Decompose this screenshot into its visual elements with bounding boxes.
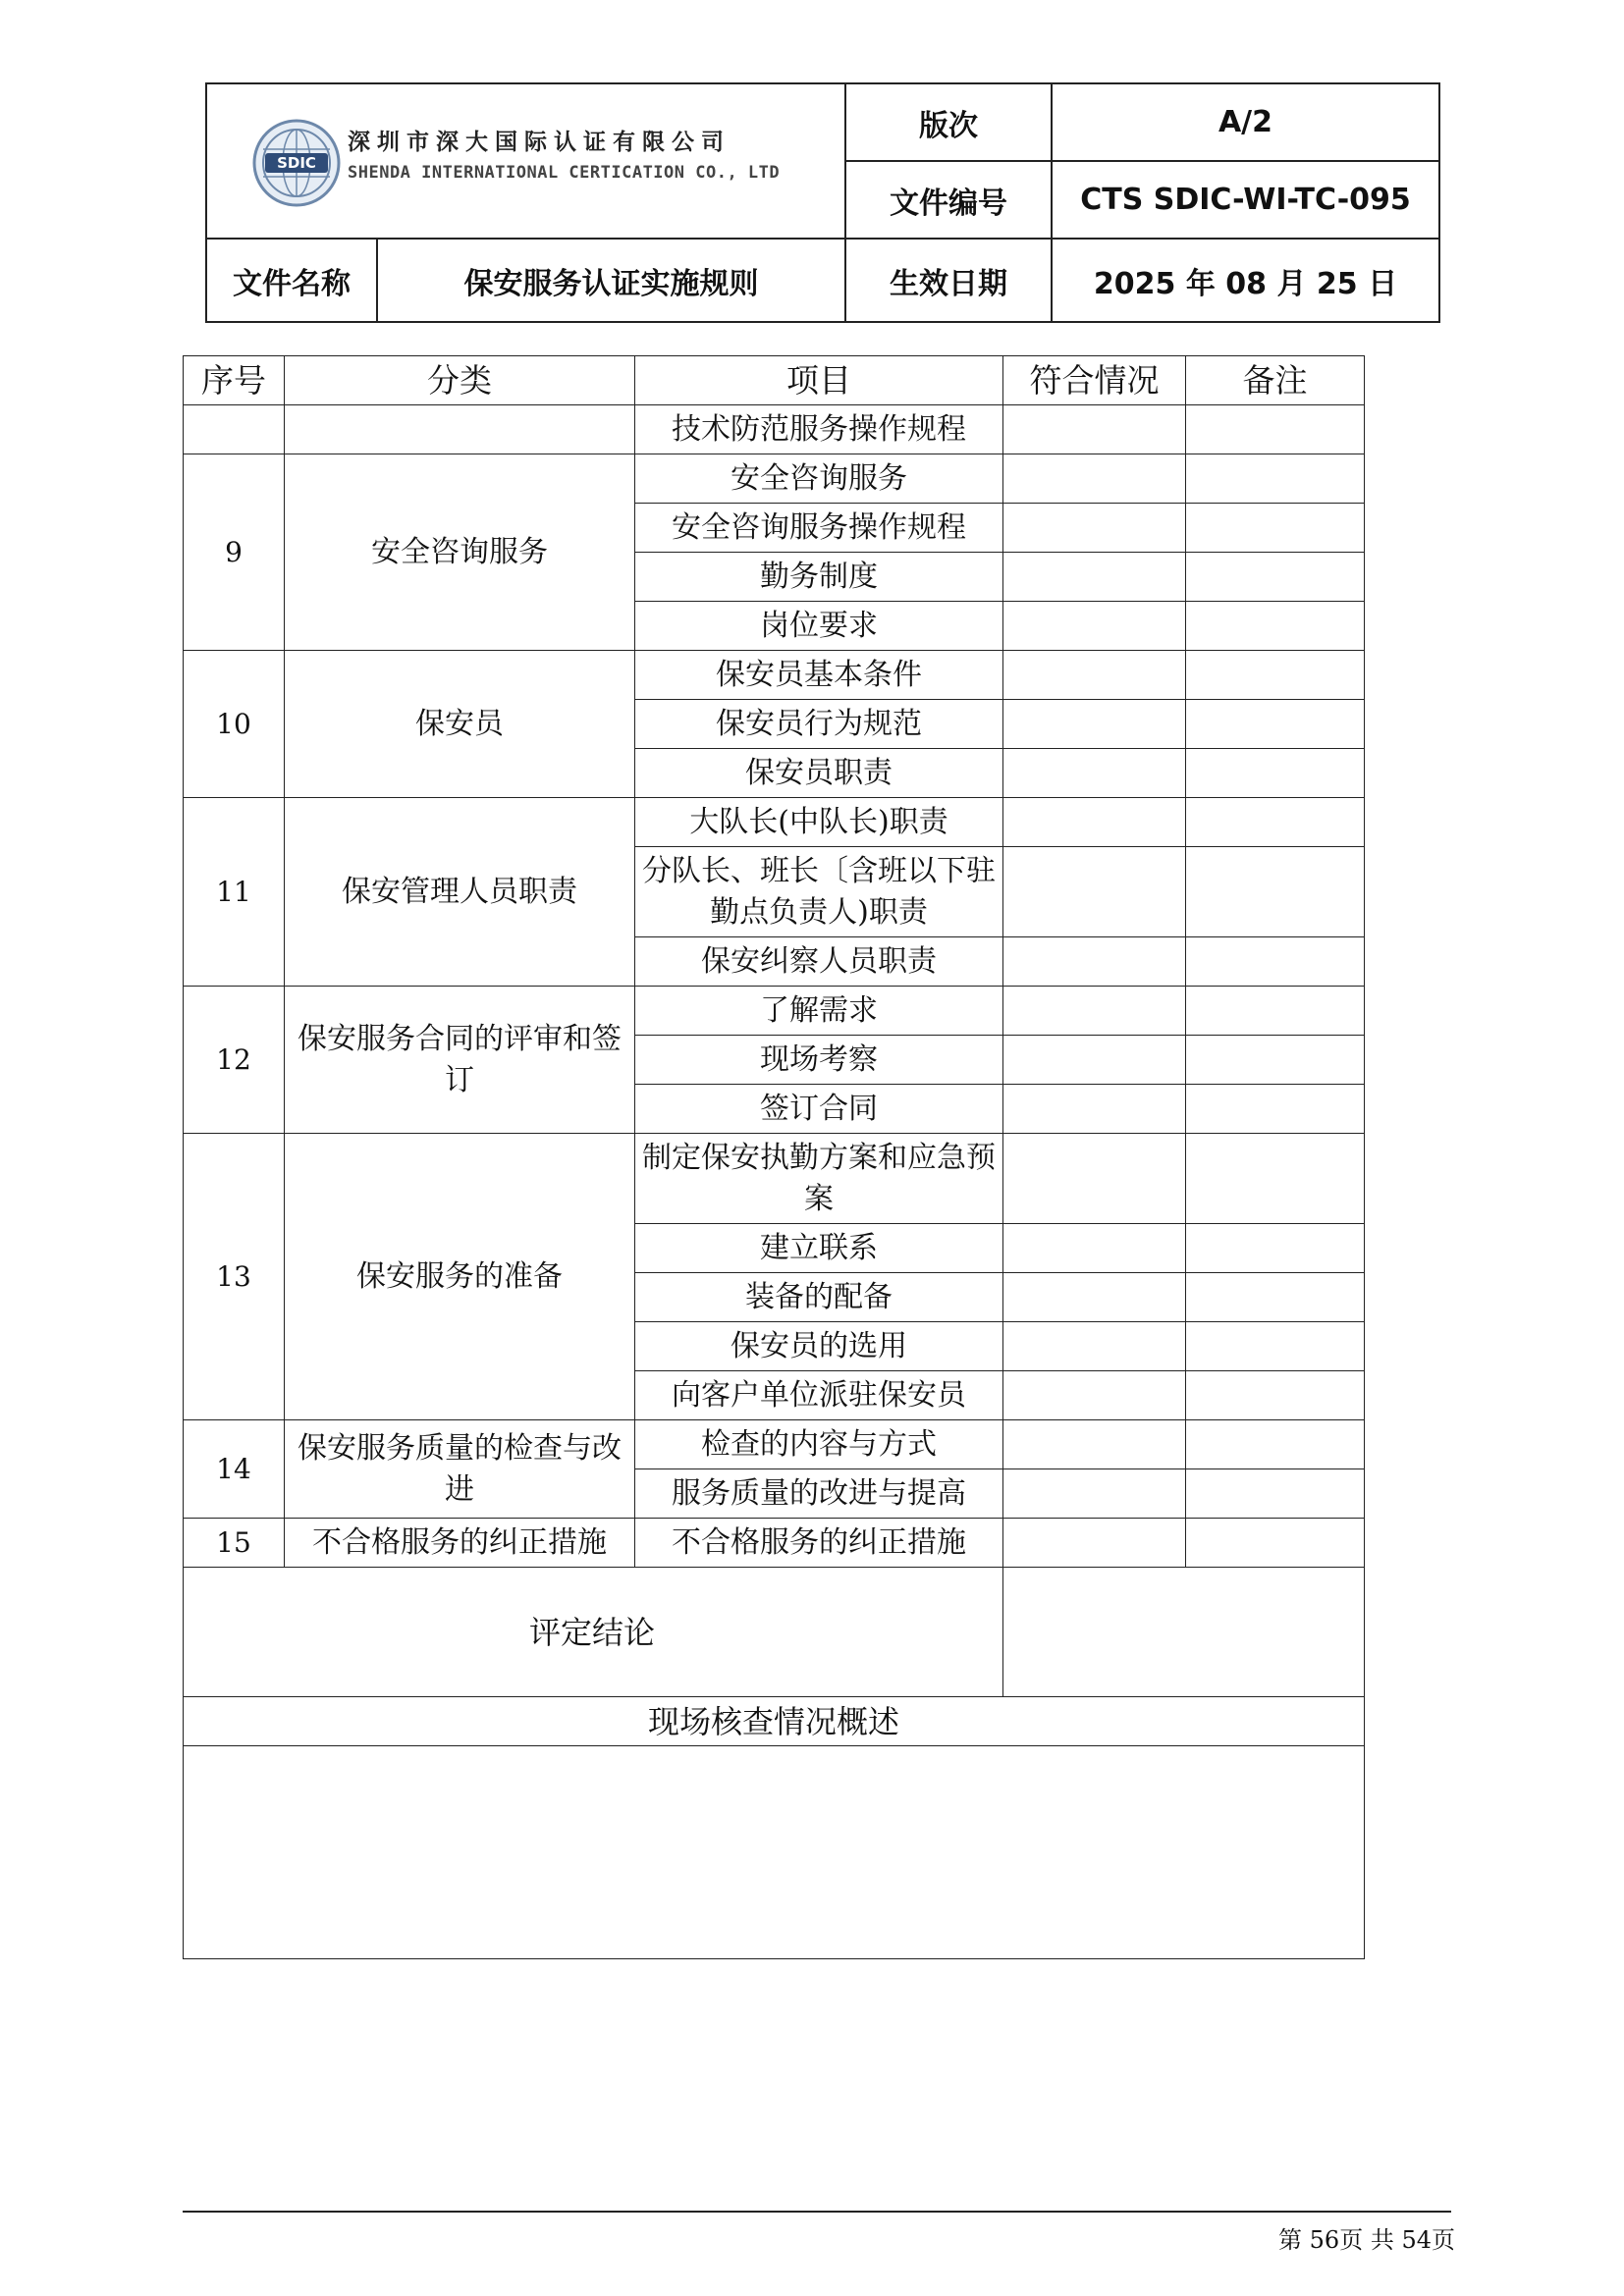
compliance-cell[interactable] — [1003, 1085, 1186, 1134]
remark-cell[interactable] — [1186, 405, 1365, 454]
row-item-cell: 签订合同 — [635, 1085, 1003, 1134]
col-header-no: 序号 — [184, 356, 285, 405]
svg-text:SDIC: SDIC — [277, 154, 316, 172]
row-item-cell: 保安员职责 — [635, 749, 1003, 798]
row-item-cell: 岗位要求 — [635, 602, 1003, 651]
row-category-cell: 保安服务质量的检查与改进 — [285, 1420, 635, 1519]
row-item-cell: 安全咨询服务操作规程 — [635, 504, 1003, 553]
compliance-cell[interactable] — [1003, 749, 1186, 798]
remark-cell[interactable] — [1186, 1224, 1365, 1273]
compliance-cell[interactable] — [1003, 1519, 1186, 1568]
row-no-cell: 15 — [184, 1519, 285, 1568]
table-header-row — [184, 356, 1365, 405]
table-row — [184, 798, 1365, 847]
row-item-cell: 不合格服务的纠正措施 — [635, 1519, 1003, 1568]
remark-cell[interactable] — [1186, 987, 1365, 1036]
compliance-cell[interactable] — [1003, 1322, 1186, 1371]
row-no-cell: 14 — [184, 1420, 285, 1519]
remark-cell[interactable] — [1186, 1469, 1365, 1519]
remark-cell[interactable] — [1186, 454, 1365, 504]
table-row — [184, 987, 1365, 1036]
compliance-cell[interactable] — [1003, 651, 1186, 700]
row-item-cell: 制定保安执勤方案和应急预案 — [635, 1134, 1003, 1224]
row-category-cell: 不合格服务的纠正措施 — [285, 1519, 635, 1568]
globe-logo-icon — [251, 118, 342, 208]
docname-label: 文件名称 — [206, 239, 377, 322]
date-value: 2025 年 08 月 25 日 — [1052, 239, 1439, 322]
document-header — [205, 82, 1440, 323]
compliance-cell[interactable] — [1003, 1371, 1186, 1420]
compliance-cell[interactable] — [1003, 798, 1186, 847]
table-row — [184, 405, 1365, 454]
remark-cell[interactable] — [1186, 700, 1365, 749]
summary-body-row — [184, 1746, 1365, 1959]
compliance-cell[interactable] — [1003, 1224, 1186, 1273]
table-row — [184, 1134, 1365, 1224]
conclusion-value-cell[interactable] — [1003, 1568, 1365, 1697]
row-item-cell: 保安员的选用 — [635, 1322, 1003, 1371]
company-logo-cell — [206, 83, 845, 239]
remark-cell[interactable] — [1186, 749, 1365, 798]
row-item-cell: 保安纠察人员职责 — [635, 937, 1003, 987]
row-item-cell: 安全咨询服务 — [635, 454, 1003, 504]
row-category-cell: 保安管理人员职责 — [285, 798, 635, 987]
remark-cell[interactable] — [1186, 1420, 1365, 1469]
docname-value: 保安服务认证实施规则 — [377, 239, 845, 322]
summary-header-row — [184, 1697, 1365, 1746]
remark-cell[interactable] — [1186, 1371, 1365, 1420]
row-no-cell: 9 — [184, 454, 285, 651]
row-category-cell: 安全咨询服务 — [285, 454, 635, 651]
compliance-cell[interactable] — [1003, 504, 1186, 553]
compliance-cell[interactable] — [1003, 553, 1186, 602]
remark-cell[interactable] — [1186, 1134, 1365, 1224]
row-item-cell: 大队长(中队长)职责 — [635, 798, 1003, 847]
compliance-cell[interactable] — [1003, 700, 1186, 749]
remark-cell[interactable] — [1186, 553, 1365, 602]
row-item-cell: 分队长、班长〔含班以下驻勤点负责人)职责 — [635, 847, 1003, 937]
page-number: 第 56页 共 54页 — [1278, 2226, 1455, 2254]
compliance-cell[interactable] — [1003, 602, 1186, 651]
row-item-cell: 保安员基本条件 — [635, 651, 1003, 700]
row-category-cell — [285, 405, 635, 454]
remark-cell[interactable] — [1186, 847, 1365, 937]
table-row — [184, 1519, 1365, 1568]
col-header-compliance: 符合情况 — [1003, 356, 1186, 405]
col-header-remark: 备注 — [1186, 356, 1365, 405]
checklist-table — [183, 355, 1365, 1959]
version-label: 版次 — [845, 83, 1052, 161]
conclusion-label: 评定结论 — [184, 1568, 1003, 1697]
col-header-item: 项目 — [635, 356, 1003, 405]
remark-cell[interactable] — [1186, 798, 1365, 847]
row-no-cell — [184, 405, 285, 454]
compliance-cell[interactable] — [1003, 1273, 1186, 1322]
row-item-cell: 勤务制度 — [635, 553, 1003, 602]
docno-value: CTS SDIC-WI-TC-095 — [1052, 161, 1439, 239]
remark-cell[interactable] — [1186, 937, 1365, 987]
company-logo — [251, 118, 801, 216]
compliance-cell[interactable] — [1003, 454, 1186, 504]
table-row — [184, 454, 1365, 504]
remark-cell[interactable] — [1186, 1085, 1365, 1134]
compliance-cell[interactable] — [1003, 1036, 1186, 1085]
remark-cell[interactable] — [1186, 1273, 1365, 1322]
version-value: A/2 — [1052, 83, 1439, 161]
conclusion-row — [184, 1568, 1365, 1697]
row-item-cell: 向客户单位派驻保安员 — [635, 1371, 1003, 1420]
row-no-cell: 12 — [184, 987, 285, 1134]
row-no-cell: 13 — [184, 1134, 285, 1420]
row-category-cell: 保安员 — [285, 651, 635, 798]
compliance-cell[interactable] — [1003, 1469, 1186, 1519]
company-name-en: SHENDA INTERNATIONAL CERTICATION CO., LTD — [348, 163, 781, 183]
row-item-cell: 现场考察 — [635, 1036, 1003, 1085]
footer-divider — [183, 2211, 1451, 2213]
summary-text-cell[interactable] — [184, 1746, 1365, 1959]
row-item-cell: 装备的配备 — [635, 1273, 1003, 1322]
remark-cell[interactable] — [1186, 651, 1365, 700]
row-no-cell: 10 — [184, 651, 285, 798]
row-item-cell: 检查的内容与方式 — [635, 1420, 1003, 1469]
row-category-cell: 保安服务合同的评审和签订 — [285, 987, 635, 1134]
table-row — [184, 651, 1365, 700]
remark-cell[interactable] — [1186, 1036, 1365, 1085]
row-item-cell: 保安员行为规范 — [635, 700, 1003, 749]
row-item-cell: 了解需求 — [635, 987, 1003, 1036]
compliance-cell[interactable] — [1003, 847, 1186, 937]
compliance-cell[interactable] — [1003, 405, 1186, 454]
row-item-cell: 技术防范服务操作规程 — [635, 405, 1003, 454]
remark-cell[interactable] — [1186, 1322, 1365, 1371]
compliance-cell[interactable] — [1003, 937, 1186, 987]
compliance-cell[interactable] — [1003, 1134, 1186, 1224]
row-no-cell: 11 — [184, 798, 285, 987]
col-header-category: 分类 — [285, 356, 635, 405]
docno-label: 文件编号 — [845, 161, 1052, 239]
row-item-cell: 服务质量的改进与提高 — [635, 1469, 1003, 1519]
summary-label: 现场核查情况概述 — [184, 1697, 1365, 1746]
date-label: 生效日期 — [845, 239, 1052, 322]
remark-cell[interactable] — [1186, 602, 1365, 651]
row-item-cell: 建立联系 — [635, 1224, 1003, 1273]
company-name-cn: 深圳市深大国际认证有限公司 — [348, 130, 731, 155]
compliance-cell[interactable] — [1003, 987, 1186, 1036]
row-category-cell: 保安服务的准备 — [285, 1134, 635, 1420]
remark-cell[interactable] — [1186, 504, 1365, 553]
table-row — [184, 1420, 1365, 1469]
remark-cell[interactable] — [1186, 1519, 1365, 1568]
compliance-cell[interactable] — [1003, 1420, 1186, 1469]
